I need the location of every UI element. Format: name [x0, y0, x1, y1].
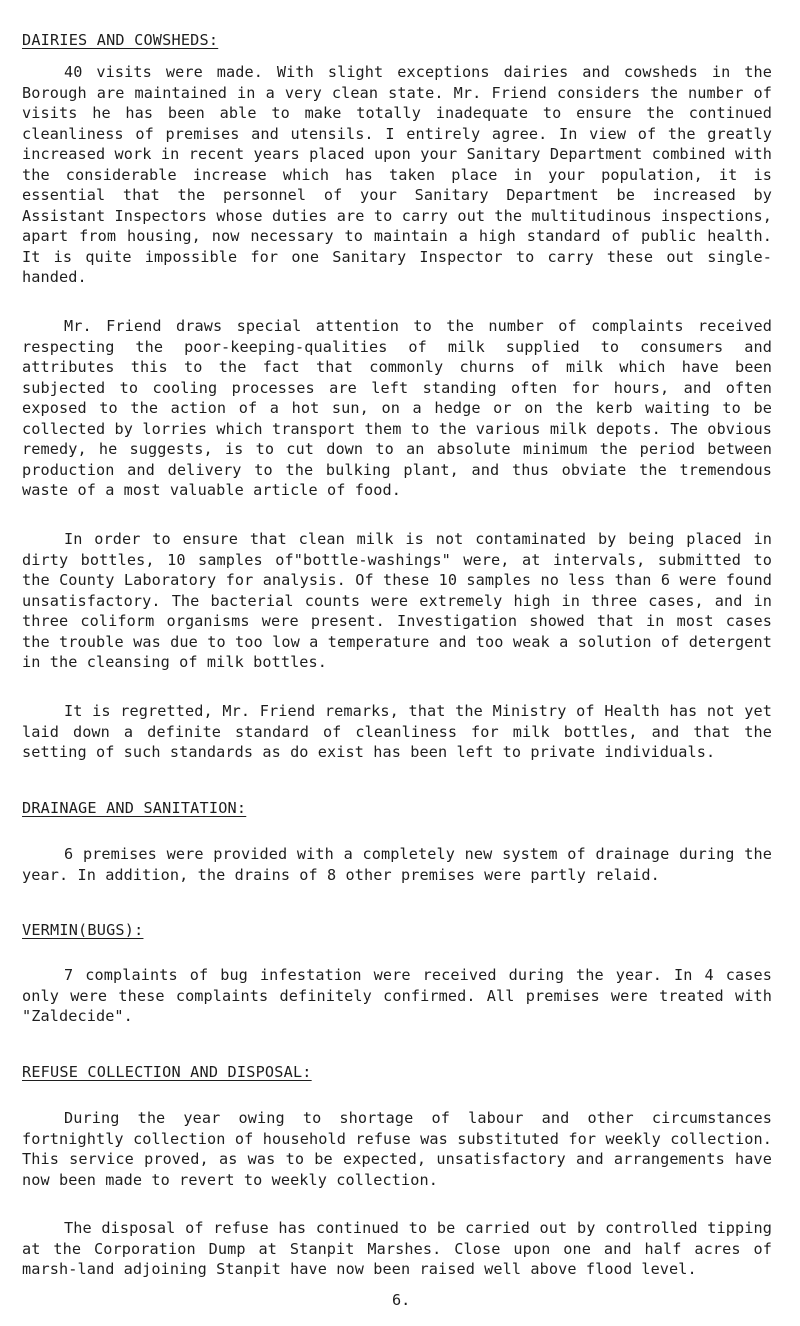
- paragraph-refuse-disposal: The disposal of refuse has continued to be carried out by controlled tipping at the Corporation Dump at Stanpit Marshes. Close upon one and half acres of marsh-land adjoining Stanpit have now been raised well above flood level.: [22, 1219, 772, 1278]
- paragraph-ministry-of-health: It is regretted, Mr. Friend remarks, that the Ministry of Health has not yet laid down a definite standard of cleanliness for milk bottles, and that the setting of such standards as do exist has been left to private individuals.: [22, 702, 772, 761]
- paragraph-vermin: 7 complaints of bug infestation were received during the year. In 4 cases only were these complaints definitely confirmed. All premises were treated with "Zaldecide".: [22, 966, 772, 1025]
- paragraph-dairies-visits: 40 visits were made. With slight exceptions dairies and cowsheds in the Borough are maintained in a very clean state. Mr. Friend considers the number of visits he has been able to make totally inadequate to ensure the continued cleanliness of premises and utensils. I entirely agree. In view of the greatly increased work in recent years placed upon your Sanitary Department combined with the considerable increase which has taken place in your population, it is essential that the personnel of your Sanitary Department be increased by Assistant Inspectors whose duties are to carry out the multitudinous inspections, apart from housing, now necessary to maintain a high standard of public health. It is quite impossible for one Sanitary Inspector to carry these out single-handed.: [22, 63, 772, 286]
- paragraph-bottle-washings: In order to ensure that clean milk is not contaminated by being placed in dirty bottles, 10 samples of"bottle-washings" were, at intervals, submitted to the County Laboratory for analysis. Of these 10 samples no less than 6 were found unsatisfactory. The bacterial counts were extremely high in three cases, and in three coliform organisms were present. Investigation showed that in most cases the trouble was due to too low a temperature and too weak a solution of detergent in the cleansing of milk bottles.: [22, 530, 772, 671]
- paragraph-milk-keeping-quality: Mr. Friend draws special attention to the number of complaints received respecting the poor-keeping-qualities of milk supplied to consumers and attributes this to the fact that commonly churns of milk which have been subjected to cooling processes are left standing often for hours, and often exposed to the action of a hot sun, on a hedge or on the kerb waiting to be collected by lorries which transport them to the various milk depots. The obvious remedy, he suggests, is to cut down to an absolute minimum the period between production and delivery to the bulking plant, and thus obviate the tremendous waste of a most valuable article of food.: [22, 317, 772, 499]
- page-number: 6.: [392, 1291, 411, 1309]
- paragraph-drainage: 6 premises were provided with a completely new system of drainage during the year. In addition, the drains of 8 other premises were partly relaid.: [22, 845, 772, 884]
- heading-refuse-collection: REFUSE COLLECTION AND DISPOSAL:: [22, 1063, 312, 1081]
- heading-vermin-bugs: VERMIN(BUGS):: [22, 921, 144, 939]
- heading-dairies-and-cowsheds: DAIRIES AND COWSHEDS:: [22, 31, 219, 49]
- heading-drainage-and-sanitation: DRAINAGE AND SANITATION:: [22, 799, 247, 817]
- paragraph-refuse-collection: During the year owing to shortage of labour and other circumstances fortnightly collection of household refuse was substituted for weekly collection. This service proved, as was to be expected, unsatisfactory and arrangements have now been made to revert to weekly collection.: [22, 1109, 772, 1189]
